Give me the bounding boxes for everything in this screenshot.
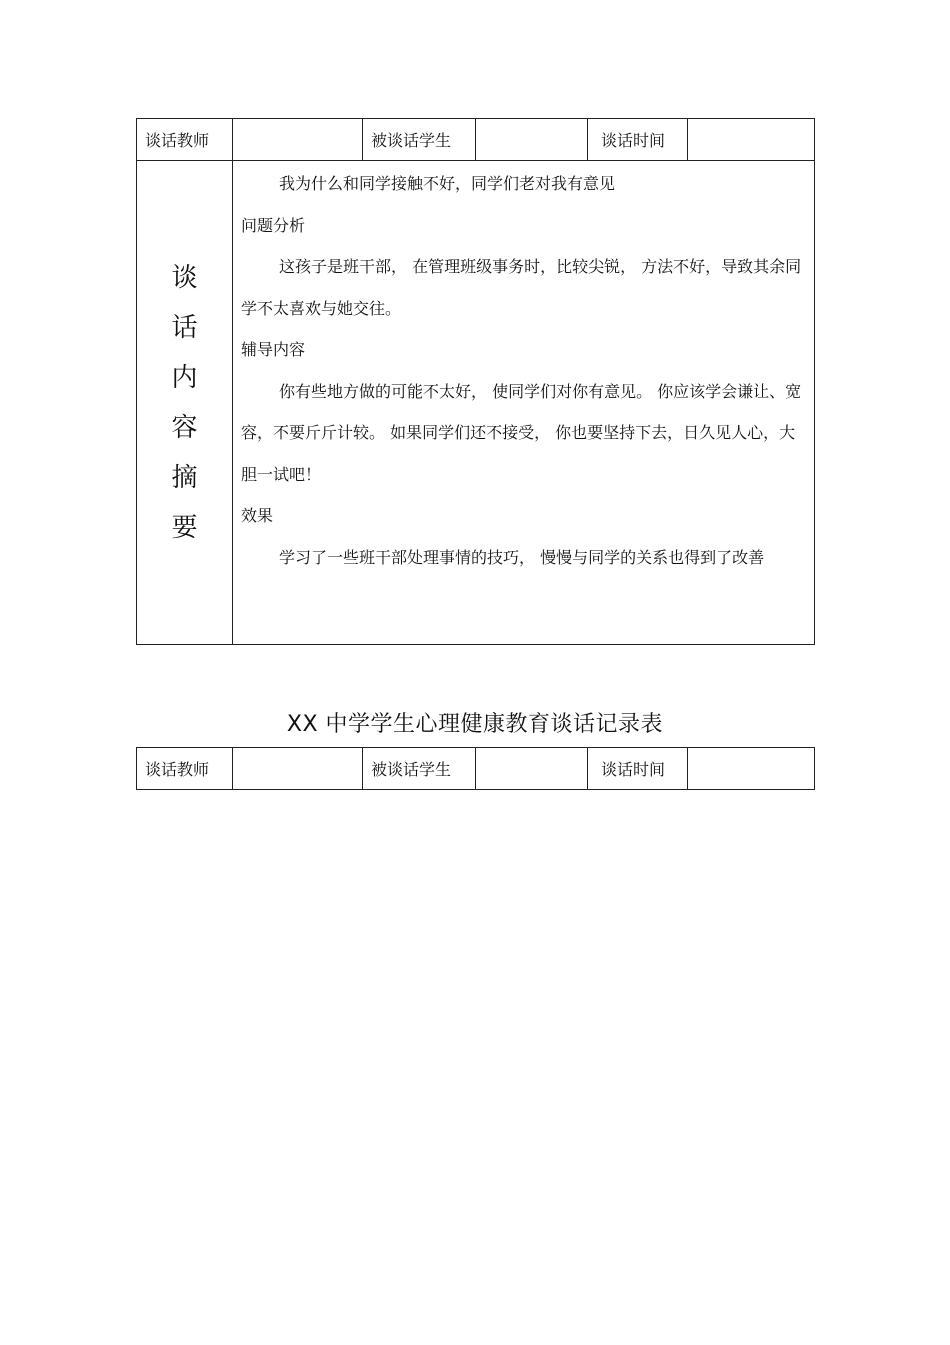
teacher-value-field[interactable] xyxy=(233,748,363,790)
content-row xyxy=(137,161,815,645)
summary-label-char: 容 xyxy=(171,412,198,443)
guidance-heading: 辅导内容 xyxy=(241,340,306,359)
teacher-value-field[interactable] xyxy=(233,119,363,161)
summary-label-char: 内 xyxy=(171,362,198,393)
analysis-text: 这孩子是班干部， 在管理班级事务时，比较尖锐， 方法不好，导致其余同学不太喜欢与她交往。 xyxy=(241,257,802,318)
summary-label xyxy=(137,253,232,553)
time-value-field[interactable] xyxy=(688,119,815,161)
student-label: 被谈话学生 xyxy=(363,119,476,161)
student-value-field[interactable] xyxy=(476,748,588,790)
effect-heading: 效果 xyxy=(241,506,274,525)
talk-record-table-2 xyxy=(136,747,815,790)
analysis-heading: 问题分析 xyxy=(241,215,306,235)
summary-label-char: 要 xyxy=(171,512,198,543)
summary-label-char: 谈 xyxy=(171,262,198,293)
form-title: XX 中学学生心理健康教育谈话记录表 xyxy=(286,712,664,737)
guidance-text: 你有些地方做的可能不太好， 使同学们对你有意见。 你应该学会谦让、宽容，不要斤斤计较。 如果同学们还不接受， 你也要坚持下去，日久见人心，大胆一试吧！ xyxy=(241,381,802,484)
student-value-field[interactable] xyxy=(476,119,588,161)
time-value-field[interactable] xyxy=(688,748,815,790)
summary-content xyxy=(233,161,814,578)
effect-text: 学习了一些班干部处理事情的技巧， 慢慢与同学的关系也得到了改善 xyxy=(279,547,765,567)
talk-record-table-1 xyxy=(136,118,815,645)
summary-content-cell xyxy=(233,161,815,645)
question-text: 我为什么和同学接触不好，同学们老对我有意见 xyxy=(279,174,616,193)
time-label: 谈话时间 xyxy=(588,119,688,161)
student-label: 被谈话学生 xyxy=(363,748,476,790)
header-row xyxy=(137,119,815,161)
header-row xyxy=(137,748,815,790)
summary-label-cell xyxy=(137,161,233,645)
time-label: 谈话时间 xyxy=(588,748,688,790)
summary-label-char: 话 xyxy=(171,312,198,343)
teacher-label: 谈话教师 xyxy=(137,119,233,161)
teacher-label: 谈话教师 xyxy=(137,748,233,790)
summary-label-char: 摘 xyxy=(171,462,198,493)
